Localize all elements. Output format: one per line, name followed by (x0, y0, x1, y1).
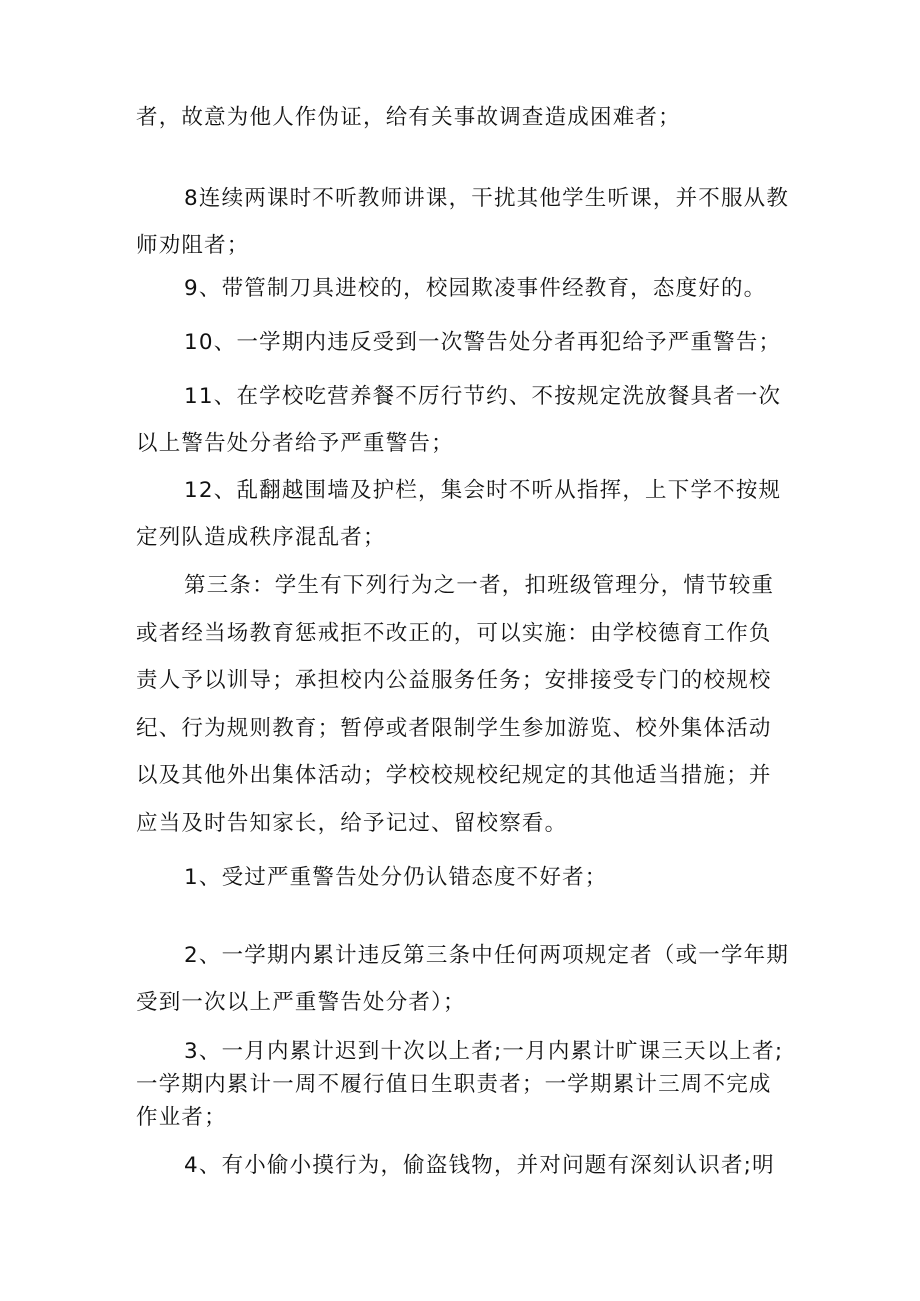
text-line: 以及其他外出集体活动；学校校规校纪规定的其他适当措施；并 (136, 763, 772, 788)
text-line: 9、带管制刀具进校的，校园欺凌事件经教育，态度好的。 (184, 276, 767, 301)
paragraph-sub-1 (136, 860, 788, 891)
text-line: 2、一学期内累计违反第三条中任何两项规定者（或一学年期 (184, 943, 790, 968)
text-line: 定列队造成秩序混乱者； (136, 525, 386, 550)
text-line: 10、一学期内违反受到一次警告处分者再犯给予严重警告； (184, 330, 782, 355)
text-line: 以上警告处分者给予严重警告； (136, 431, 454, 456)
text-line: 责人予以训导；承担校内公益服务任务；安排接受专门的校规校 (136, 668, 772, 693)
text-line: 或者经当场教育惩戒拒不改正的，可以实施：由学校德育工作负 (136, 620, 772, 646)
paragraph-item-8 (136, 175, 788, 269)
text-line: 4、有小偷小摸行为，偷盗钱物，并对问题有深刻认识者;明 (184, 1153, 775, 1178)
text-line: 应当及时告知家长，给予记过、留校察看。 (136, 810, 568, 836)
text-line: 1、受过严重警告处分仍认错态度不好者； (184, 865, 608, 890)
paragraph-item-9 (136, 271, 788, 302)
text-line: 受到一次以上严重警告处分者）； (136, 990, 466, 1015)
text-line: 一学期内累计一周不履行值日生职责者；一学期累计三周不完成 (136, 1072, 772, 1097)
text-line: 纪、行为规则教育；暂停或者限制学生参加游览、校外集体活动 (136, 715, 772, 741)
paragraph-continuation (136, 100, 788, 131)
paragraph-sub-2 (136, 932, 788, 1026)
text-line: 11、在学校吃营养餐不厉行节约、不按规定洗放餐具者一次 (184, 384, 782, 409)
text-line: 者，故意为他人作伪证，给有关事故调查造成困难者； (136, 105, 681, 130)
paragraph-article-3 (136, 562, 788, 847)
text-line: 3、一月内累计迟到十次以上者;一月内累计旷课三天以上者; (184, 1039, 784, 1064)
text-line: 师劝阻者； (136, 233, 250, 258)
paragraph-item-11 (136, 373, 788, 467)
paragraph-item-10 (136, 325, 788, 356)
paragraph-sub-4 (136, 1148, 788, 1179)
text-line: 8连续两课时不听教师讲课，干扰其他学生听课，并不服从教 (184, 186, 790, 211)
paragraph-sub-3 (136, 1035, 788, 1134)
text-line: 第三条：学生有下列行为之一者，扣班级管理分，情节较重 (184, 573, 775, 598)
text-line: 12、乱翻越围墙及护栏，集会时不听从指挥，上下学不按规 (184, 478, 782, 503)
text-line: 作业者； (136, 1105, 227, 1130)
paragraph-item-12 (136, 467, 788, 561)
